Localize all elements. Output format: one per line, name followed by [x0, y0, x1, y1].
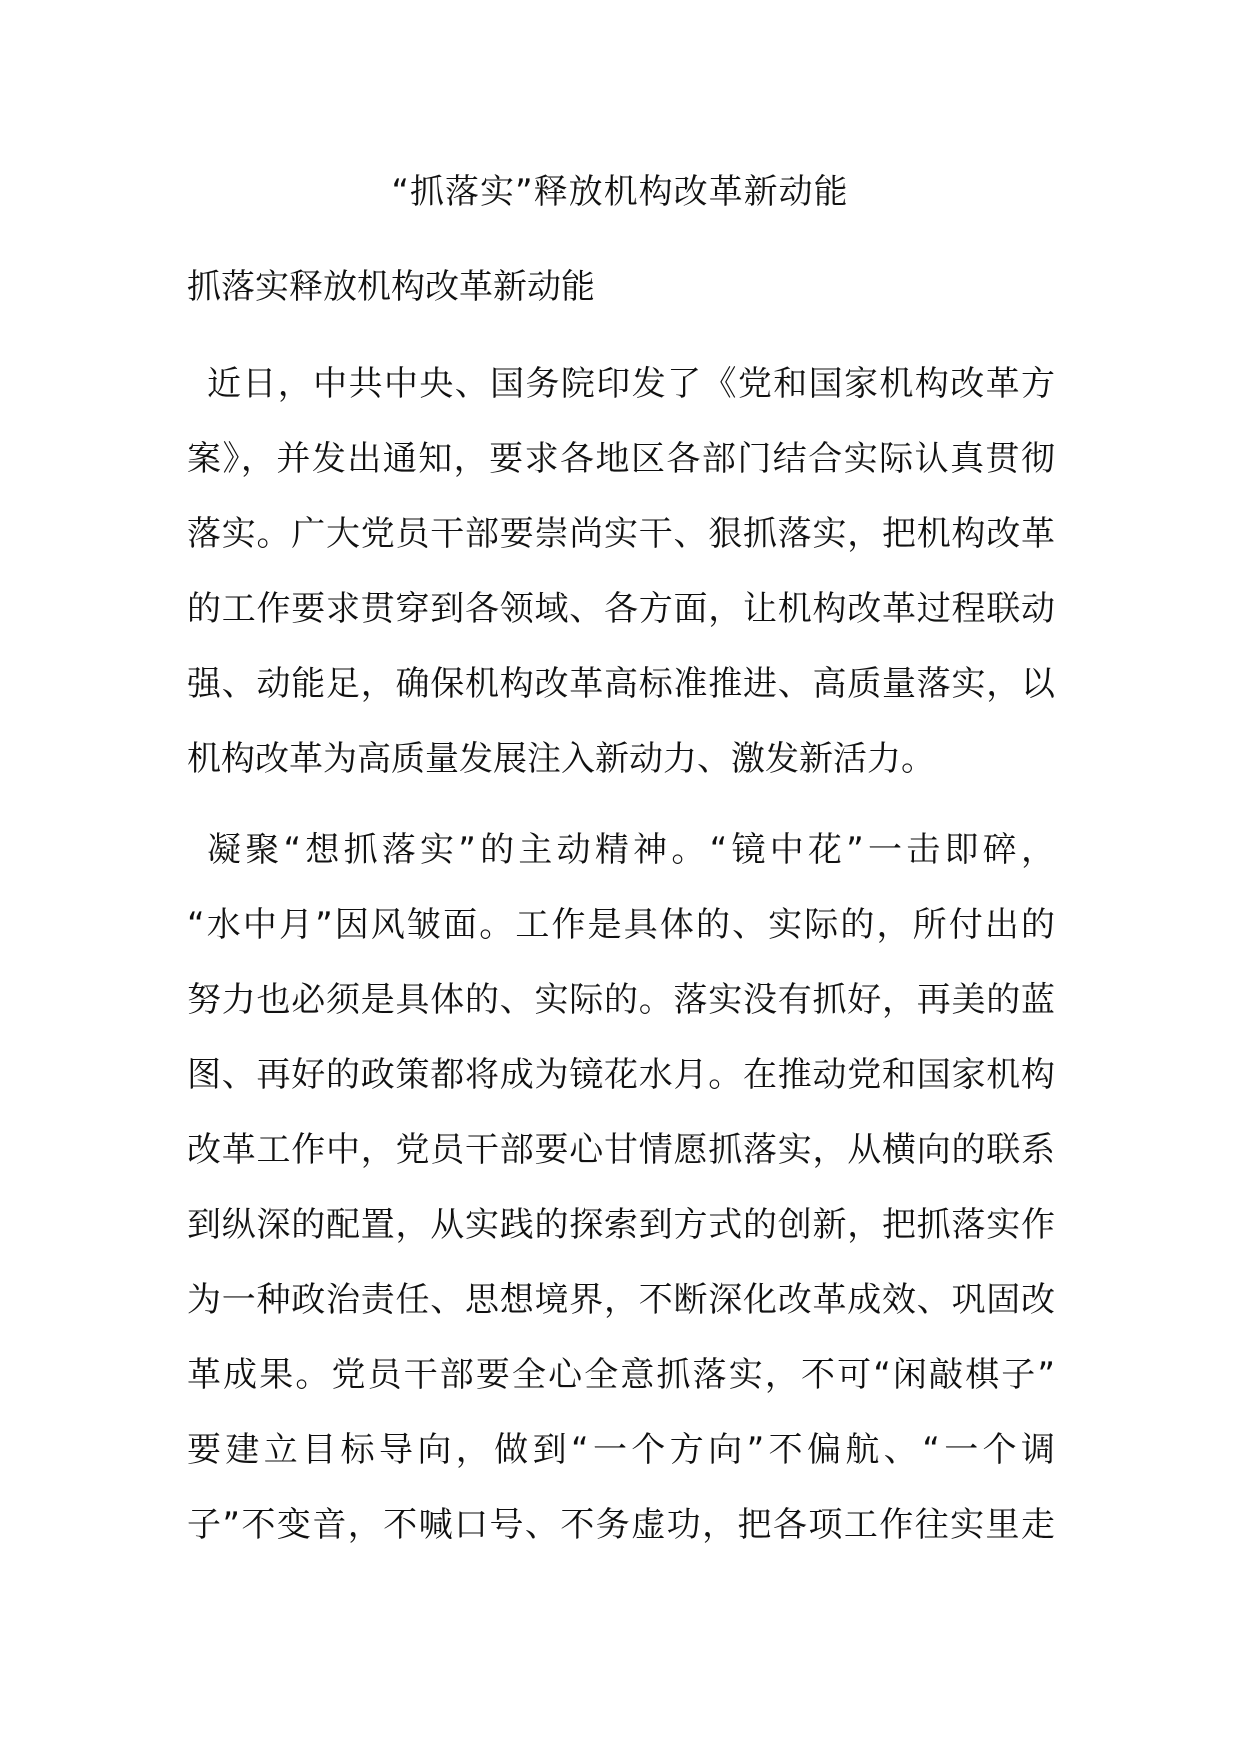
paragraph-line: 努力也必须是具体的、实际的。落实没有抓好，再美的蓝: [187, 980, 1055, 1020]
paragraph-line: 改革工作中，党员干部要心甘情愿抓落实，从横向的联系: [187, 1130, 1055, 1170]
paragraph-line: 近日，中共中央、国务院印发了《党和国家机构改革方: [207, 364, 1055, 404]
paragraph-line: 强、动能足，确保机构改革高标准推进、高质量落实，以: [187, 664, 1055, 704]
paragraph-line: 图、再好的政策都将成为镜花水月。在推动党和国家机构: [187, 1055, 1055, 1095]
paragraph-line: 凝聚“想抓落实”的主动精神。“镜中花”一击即碎，: [207, 830, 1055, 870]
paragraph-2: [187, 828, 1055, 1578]
paragraph-line: 要建立目标导向，做到“一个方向”不偏航、“一个调: [187, 1430, 1055, 1470]
paragraph-1: [187, 362, 1055, 812]
paragraph-line: 到纵深的配置，从实践的探索到方式的创新，把抓落实作: [187, 1205, 1055, 1245]
paragraph-line: 的工作要求贯穿到各领域、各方面，让机构改革过程联动: [187, 589, 1055, 629]
document-title: “抓落实”释放机构改革新动能: [391, 172, 849, 212]
paragraph-line: 案》，并发出通知，要求各地区各部门结合实际认真贯彻: [187, 439, 1055, 479]
paragraph-line: 机构改革为高质量发展注入新动力、激发新活力。: [187, 739, 935, 779]
paragraph-line: “水中月”因风皱面。工作是具体的、实际的，所付出的: [187, 905, 1055, 945]
paragraph-line: 革成果。党员干部要全心全意抓落实，不可“闲敲棋子”: [187, 1355, 1055, 1395]
paragraph-line: 为一种政治责任、思想境界，不断深化改革成效、巩固改: [187, 1280, 1055, 1320]
document-subtitle: 抓落实释放机构改革新动能: [187, 267, 595, 307]
paragraph-line: 子”不变音，不喊口号、不务虚功，把各项工作往实里走: [187, 1505, 1055, 1545]
paragraph-line: 落实。广大党员干部要崇尚实干、狠抓落实，把机构改革: [187, 514, 1055, 554]
